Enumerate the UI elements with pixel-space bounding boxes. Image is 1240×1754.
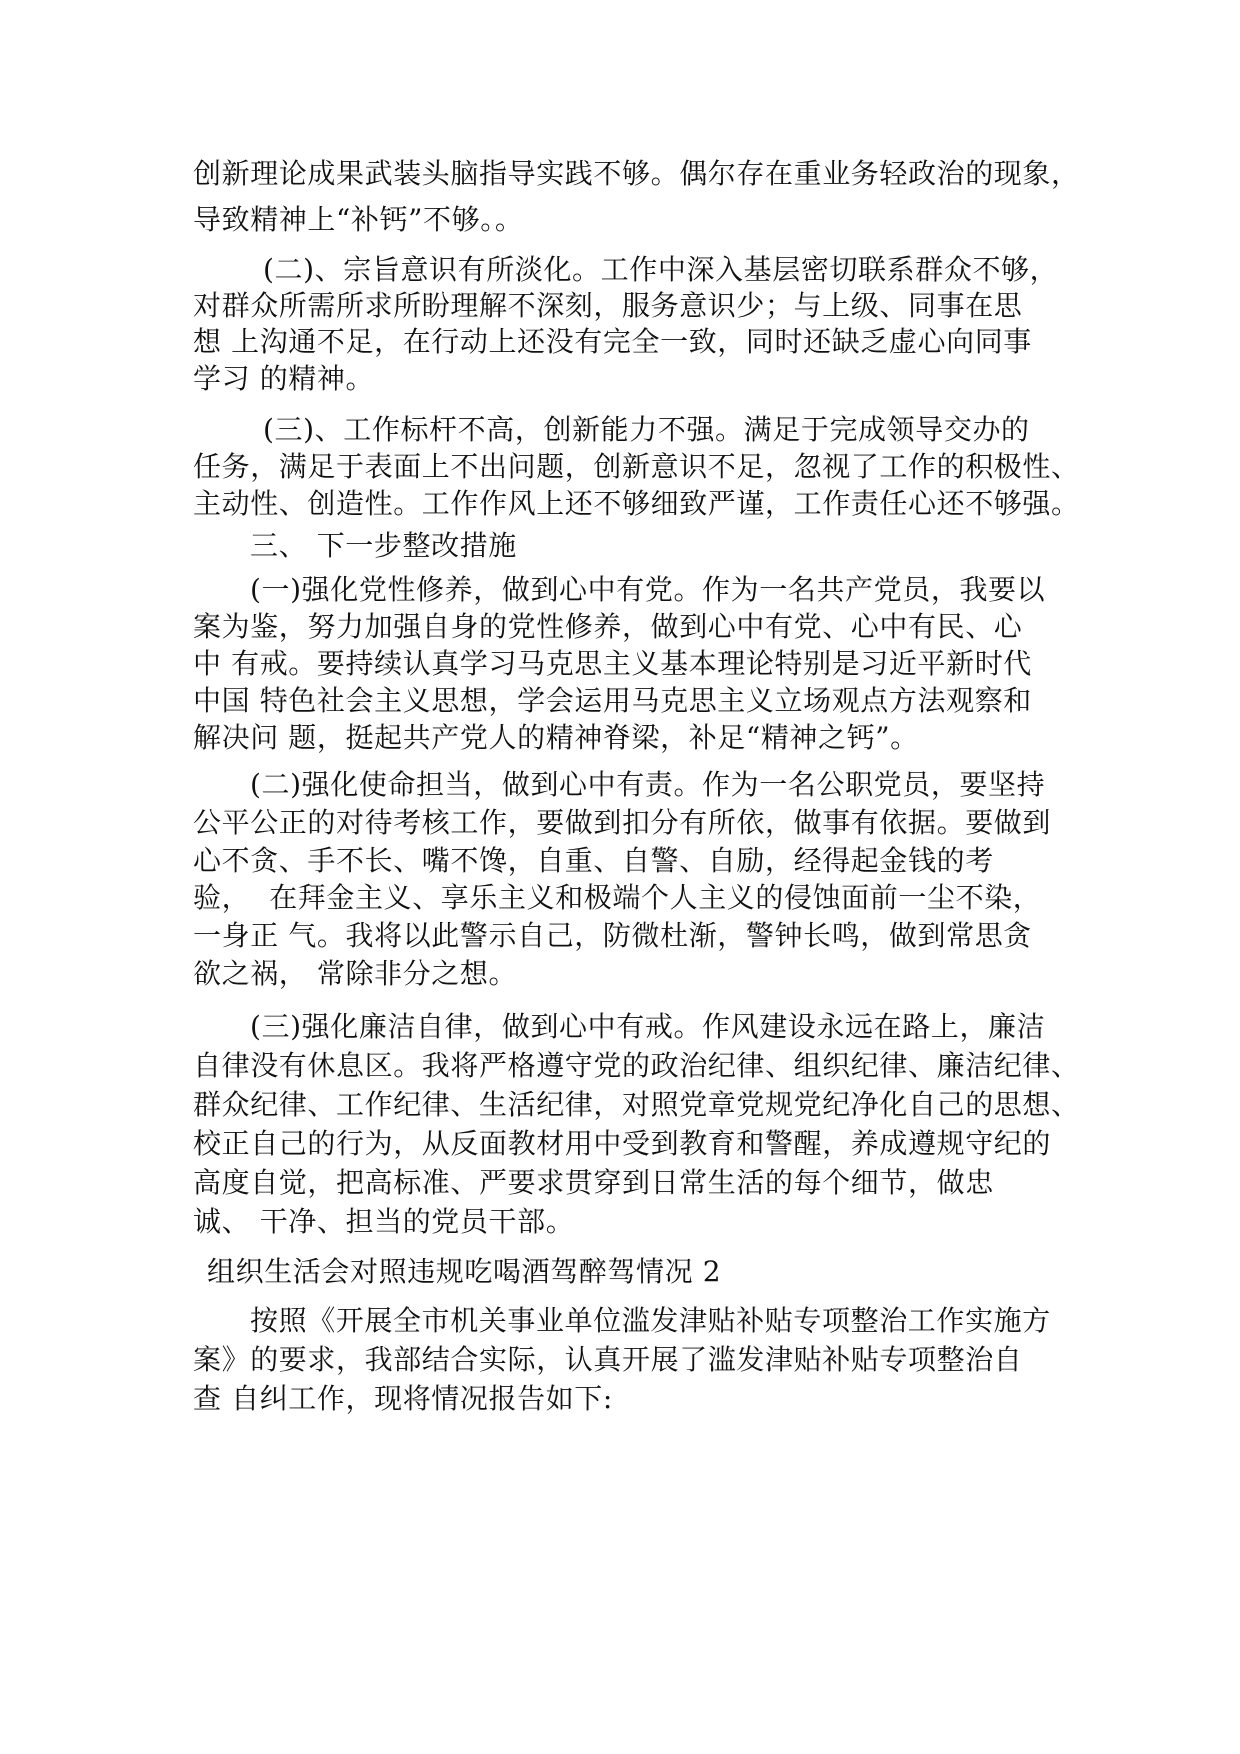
text-line: 验， 在拜金主义、享乐主义和极端个人主义的侵蚀面前一尘不染，: [193, 881, 1042, 914]
text-line: 诚、 干净、担当的党员干部。: [193, 1205, 575, 1238]
section-heading: 三、 下一步整改措施: [250, 529, 517, 562]
text-line: 公平公正的对待考核工作，要做到扣分有所依，做事有依据。要做到: [193, 806, 1052, 839]
paragraph-heading: (三)、工作标杆不高，创新能力不强。满足于完成领导交办的: [263, 413, 1030, 446]
text-line: 对群众所需所求所盼理解不深刻，服务意识少；与上级、同事在思: [193, 289, 1023, 322]
text-line: 群众纪律、工作纪律、生活纪律，对照党章党规党纪净化自己的思想、: [193, 1088, 1080, 1121]
paragraph-heading: (二)、宗旨意识有所淡化。工作中深入基层密切联系群众不够，: [263, 253, 1059, 286]
text-line: 中国 特色社会主义思想，学会运用马克思主义立场观点方法观察和: [193, 684, 1032, 717]
text-line: 自律没有休息区。我将严格遵守党的政治纪律、组织纪律、廉洁纪律、: [193, 1049, 1080, 1082]
text-line: 创新理论成果武装头脑指导实践不够。偶尔存在重业务轻政治的现象，: [193, 157, 1080, 190]
text-line: 查 自纠工作，现将情况报告如下:: [193, 1382, 613, 1415]
document-subtitle: 组织生活会对照违规吃喝酒驾醉驾情况 2: [207, 1255, 722, 1288]
text-line: 心不贪、手不长、嘴不馋，自重、自警、自励，经得起金钱的考: [193, 844, 994, 877]
text-line: 案》的要求，我部结合实际，认真开展了滥发津贴补贴专项整治自: [193, 1343, 1023, 1376]
text-line: 校正自己的行为，从反面教材用中受到教育和警醒，养成遵规守纪的: [193, 1127, 1052, 1160]
text-line: 高度自觉，把高标准、严要求贯穿到日常生活的每个细节，做忠: [193, 1166, 994, 1199]
text-line: 主动性、创造性。工作作风上还不够细致严谨，工作责任心还不够强。: [193, 487, 1080, 520]
text-line: 学习 的精神。: [193, 362, 375, 395]
paragraph-start: 按照《开展全市机关事业单位滥发津贴补贴专项整治工作实施方: [250, 1304, 1051, 1337]
paragraph-heading: (一)强化党性修养，做到心中有党。作为一名共产党员，我要以: [250, 573, 1046, 606]
text-line: 欲之祸， 常除非分之想。: [193, 957, 518, 990]
paragraph-heading: (三)强化廉洁自律，做到心中有戒。作风建设永远在路上，廉洁: [250, 1010, 1046, 1043]
text-line: 解决问 题，挺起共产党人的精神脊梁，补足“精神之钙”。: [193, 721, 919, 754]
text-line: 中 有戒。要持续认真学习马克思主义基本理论特别是习近平新时代: [193, 647, 1032, 680]
text-line: 导致精神上“补钙”不够。。: [193, 203, 524, 236]
text-line: 一身正 气。我将以此警示自己，防微杜渐，警钟长鸣，做到常思贪: [193, 919, 1032, 952]
paragraph-heading: (二)强化使命担当，做到心中有责。作为一名公职党员，要坚持: [250, 768, 1046, 801]
text-line: 想 上沟通不足，在行动上还没有完全一致，同时还缺乏虚心向同事: [193, 325, 1032, 358]
text-line: 任务，满足于表面上不出问题，创新意识不足，忽视了工作的积极性、: [193, 450, 1080, 483]
text-line: 案为鉴，努力加强自身的党性修养，做到心中有党、心中有民、心: [193, 610, 1023, 643]
